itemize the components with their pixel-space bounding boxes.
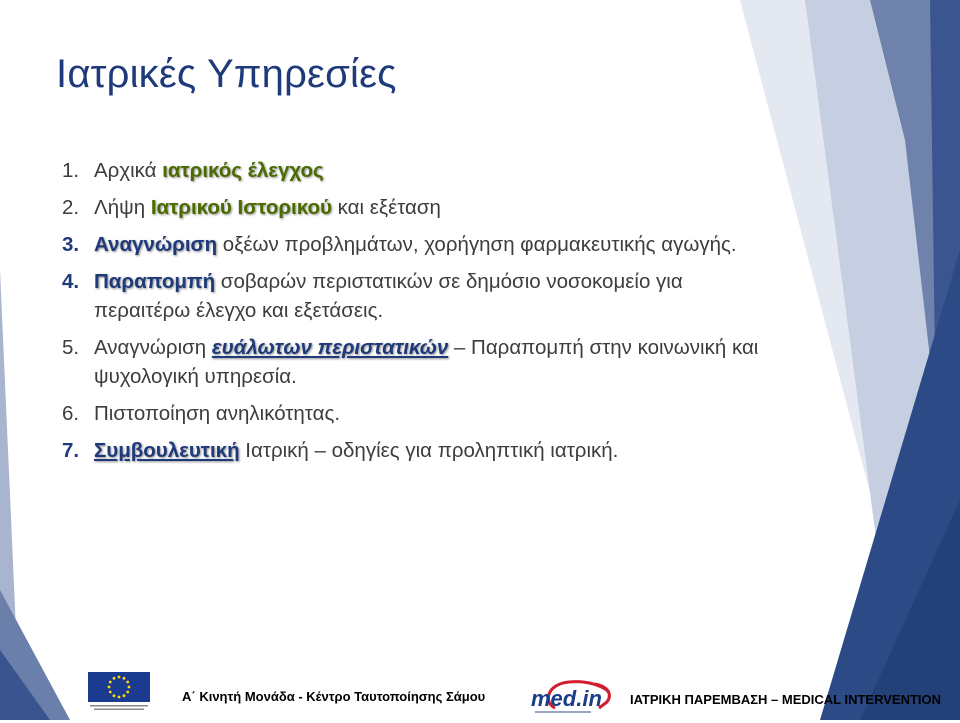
footer-unit-label: Α΄ Κινητή Μονάδα - Κέντρο Ταυτοποίησης Σάμου [182, 689, 486, 704]
item-text-after: οξέων προβλημάτων, χορήγηση φαρμακευτικής αγωγής. [217, 233, 737, 256]
item-text: Λήψη [94, 196, 151, 219]
item-highlight: ιατρικός έλεγχος [162, 159, 324, 182]
item-number: 5. [62, 336, 80, 359]
list-item [62, 333, 762, 391]
list-item [62, 156, 762, 185]
item-number: 6. [62, 402, 80, 425]
item-number: 3. [62, 233, 80, 256]
item-number: 2. [62, 196, 80, 219]
list-item [62, 193, 762, 222]
eu-flag-icon [88, 672, 150, 702]
item-text-after: – Παραπομπή στην κοινωνική και ψυχολογική υπηρεσία. [94, 336, 759, 388]
item-highlight: ευάλωτων περιστατικών [211, 336, 449, 359]
medin-logo-icon [525, 674, 625, 718]
item-text-after: Ιατρική – οδηγίες για προληπτική ιατρική. [239, 439, 619, 462]
list-item [62, 267, 762, 325]
item-number: 7. [62, 439, 80, 462]
list-item [62, 436, 762, 465]
item-text: Πιστοποίηση ανηλικότητας. [94, 402, 341, 425]
item-text: Αρχικά [94, 159, 163, 182]
eu-caption-lines [88, 704, 150, 712]
item-highlight: Ιατρικού Ιστορικού [150, 196, 332, 219]
list-item [62, 230, 762, 259]
item-highlight: Αναγνώριση [94, 233, 218, 256]
services-list [62, 156, 762, 473]
list-item [62, 399, 762, 428]
item-number: 4. [62, 270, 80, 293]
item-number: 1. [62, 159, 80, 182]
item-highlight: Συμβουλευτική [94, 439, 240, 462]
item-text-after: και εξέταση [331, 196, 441, 219]
footer-intervention-label: ΙΑΤΡΙΚΗ ΠΑΡΕΜΒΑΣΗ – MEDICAL INTERVENTION [630, 692, 942, 707]
item-text: Αναγνώριση [94, 336, 212, 359]
eu-logo [88, 672, 150, 714]
medin-logo-text: med.in [531, 686, 602, 711]
item-highlight: Παραπομπή [94, 270, 216, 293]
item-text-after: σοβαρών περιστατικών σε δημόσιο νοσοκομείο για περαιτέρω έλεγχο και εξετάσεις. [94, 270, 683, 322]
slide-title: Ιατρικές Υπηρεσίες [56, 52, 397, 96]
